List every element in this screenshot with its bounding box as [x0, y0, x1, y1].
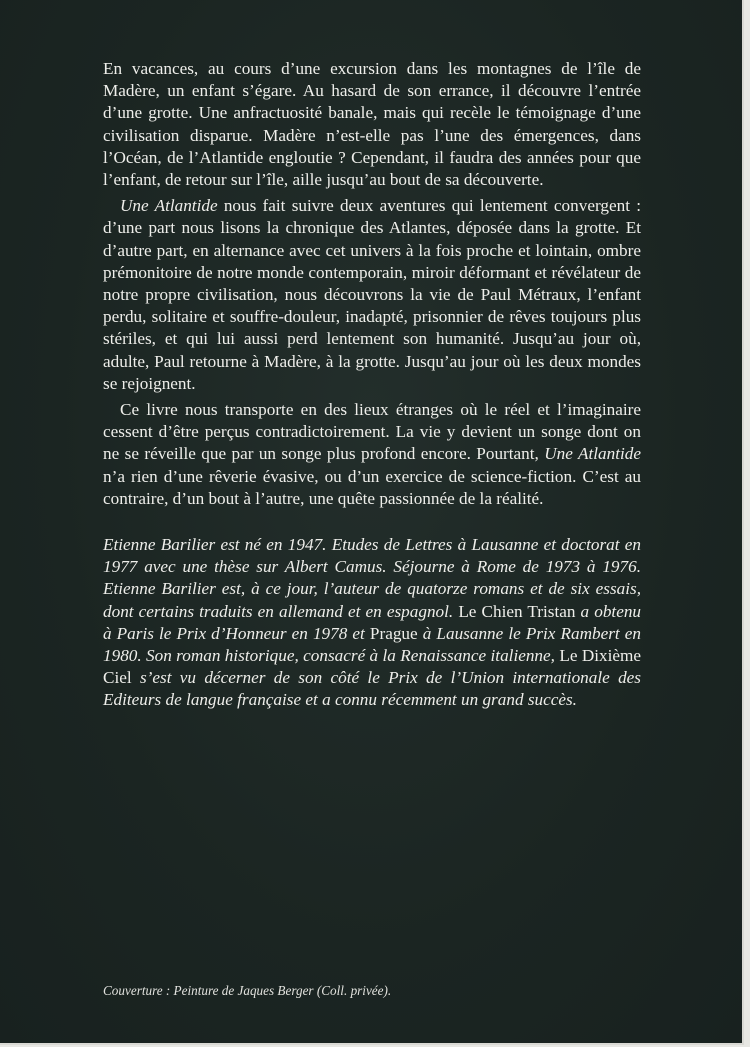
paragraph-3 — [103, 399, 641, 510]
author-bio — [103, 534, 641, 712]
book-title: Une Atlantide — [120, 196, 218, 216]
paragraph-1-text: En vacances, au cours d’une excursion dans les montagnes de l’île de Madère, un enfant s’égare. Au hasard de son errance, il découvre l’entrée d’une grotte. Une anfractuosité banale, mais qui recèle le témoignage d’une civilisation disparue. Madère n’est-elle pas l’une des émergences, dans l’Océan, de l’Atlantide engloutie ? Cependant, il faudra des années pour que l’enfant, de retour sur l’île, aille jusqu’au bout de sa découverte. — [103, 59, 641, 190]
author-bio-part-3: à Lausanne le Prix Rambert en 1980. Son roman historique, consacré à la Renaissance italienne, — [103, 623, 641, 666]
author-bio-part-2: a obtenu à Paris le Prix d’Honneur en 1978 et — [103, 601, 642, 643]
paragraph-3-text-2: n’a rien d’une rêverie évasive, ou d’un exercice de science-fiction. C’est au contraire, d’un bout à l’autre, une quête passionnée de la réalité. — [103, 466, 641, 508]
paragraph-3-text: Ce livre nous transporte en des lieux étranges où le réel et l’imaginaire cessent d’être perçus contradictoirement. La vie y devient un songe dont on ne se réveille que par un songe plus profond encore. Pourtant, — [103, 400, 641, 464]
book-title-prague: Prague — [369, 623, 418, 643]
paragraph-2-text: nous fait suivre deux aventures qui lentement convergent : d’une part nous lisons la chronique des Atlantes, déposée dans la grotte. Et d’autre part, en alternance avec cet univers à la fois proche et lointain, ombre prémonitoire de notre monde contemporain, miroir déformant et révélateur de notre propre civilisation, nous découvrons la vie de Paul Métraux, l’enfant perdu, solitaire et souffre-douleur, inadapté, prisonnier de rêves toujours plus stériles, et qui lui aussi perd lentement son humanité. Jusqu’au jour où, adulte, Paul retourne à Madère, à la grotte. Jusqu’au jour où les deux mondes se rejoignent. — [103, 196, 641, 393]
paragraph-2 — [103, 195, 641, 395]
cover-credit: Couverture : Peinture de Jaques Berger (Coll. privée). — [103, 983, 392, 998]
author-bio-part-4: s’est vu décerner de son côté le Prix de l’Union internationale des Editeurs de langue française et a connu récemment un grand succès. — [103, 668, 641, 710]
paragraph-1 — [103, 58, 641, 191]
blurb-text — [103, 58, 641, 712]
book-title-2: Une Atlantide — [544, 444, 641, 464]
author-bio-part-1: Etienne Barilier est né en 1947. Etudes de Lettres à Lausanne et doctorat en 1977 avec une thèse sur Albert Camus. Séjourne à Rome de 1973 à 1976. Etienne Barilier est, à ce jour, l’auteur de quatorze romans et de six essais, dont certains traduits en allemand et en espagnol. — [103, 535, 641, 621]
book-title-dixieme-ciel: Le Dixième Ciel — [103, 646, 642, 688]
book-title-chien-tristan: Le Chien Tristan — [458, 601, 576, 621]
